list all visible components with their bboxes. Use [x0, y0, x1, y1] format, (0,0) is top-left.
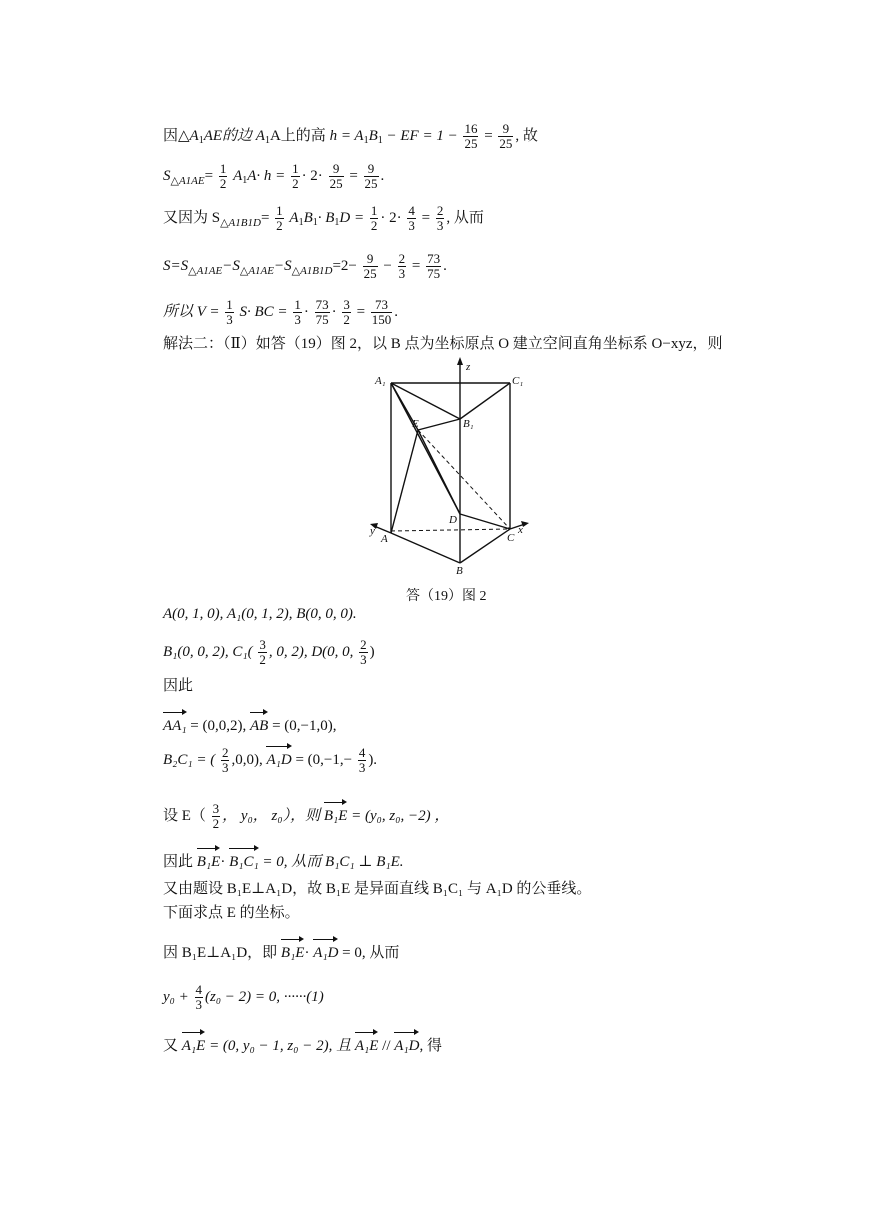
text-line-9: 因此	[163, 678, 194, 694]
label-b: B	[456, 565, 463, 577]
text: 设 E（	[163, 808, 206, 824]
vector-a1d: A₁D	[266, 744, 291, 770]
fraction: $\frac{2}{3}$	[221, 745, 229, 776]
edge-b-c	[460, 529, 510, 563]
text: = (0,−1,0),	[268, 718, 337, 734]
fraction: $\frac{1}{2}$	[370, 203, 378, 233]
edge-e-b1	[418, 419, 460, 430]
label-e: E	[412, 418, 419, 430]
fraction: $\frac{3}{2}$	[343, 297, 350, 327]
text: =	[408, 257, 425, 274]
edge-c1-b1	[460, 383, 510, 419]
edge-d-c	[460, 514, 510, 529]
text-line-14: 又由题设 B₁E⊥A₁D，故 B₁E 是异面直线 B₁C₁ 与 A₁D 的公垂线。	[163, 881, 592, 897]
text: S=S	[163, 257, 189, 274]
text: A	[189, 127, 199, 144]
text: (z₀ − 2) = 0, ······(1)	[205, 988, 324, 1005]
vector-b1c1: B₁C₁	[229, 846, 259, 872]
text: · B	[317, 209, 335, 226]
text: //	[378, 1038, 395, 1054]
vector-a1d: A₁D	[313, 937, 338, 963]
text-line-3: 又因为 $S_{\triangle A1B1D}=$ $\frac{1}{2}$ $A_1B_1\cdot B_1D$ = $\frac{1}{2}$ · 2· $\frac{4}{3}$ = $\frac{2}{3}$ , 从而	[163, 203, 484, 233]
text: 又因为 S	[163, 209, 221, 226]
fraction: $\frac{1}{2}$	[219, 161, 227, 191]
text: 因△	[163, 127, 190, 144]
text: h = A	[329, 127, 364, 144]
fraction: $\frac{2}{3}$	[436, 203, 444, 233]
fraction: $\frac{4}{3}$	[358, 745, 366, 776]
dashed-e-c	[418, 430, 510, 529]
text-line-11	[163, 744, 377, 775]
vector-a1d: A₁D	[394, 1030, 419, 1056]
label-d: D	[449, 514, 457, 526]
fraction: $\frac{3}{2}$	[259, 637, 266, 667]
text-line-17	[163, 983, 324, 1012]
text: =	[484, 127, 497, 144]
fraction: $\frac{9}{25}$	[363, 251, 377, 281]
text: △A1B1D	[291, 264, 333, 277]
text-line-16	[163, 937, 399, 963]
vector-a1e: A₁E	[182, 1030, 206, 1056]
text: B	[368, 127, 378, 144]
text-line-1: 因$\triangle A_1AE$的边 $A_1A$上的高 $h = A_1B_1$ − EF = 1 − $\frac{16}{25}$ = $\frac{9}{25}$ , 故	[163, 121, 538, 151]
text: B	[303, 209, 313, 226]
text: = (0, y₀ − 1, z₀ − 2), 且	[205, 1038, 355, 1054]
text-line-5	[163, 298, 398, 327]
fraction: $\frac{4}{3}$	[195, 982, 202, 1012]
label-b1: B₁	[463, 418, 474, 430]
text: S	[163, 167, 171, 184]
label-y: y	[370, 525, 375, 537]
vector-a1e: A₁E	[355, 1030, 379, 1056]
fraction: $\frac{73}{75}$	[315, 297, 329, 327]
vector-aa1: AA₁	[163, 710, 187, 736]
fraction: $\frac{73}{75}$	[427, 251, 441, 281]
vector-ab: AB	[250, 710, 268, 736]
text: △A1B1D	[220, 216, 261, 229]
text-line-6: 解法二：（Ⅱ）如答（19）图 2，以 B 点为坐标原点 O 建立空间直角坐标系 O−xyz，则	[163, 336, 723, 352]
text: , 从而	[446, 209, 484, 226]
text: A· h =	[247, 167, 290, 184]
text: =	[260, 209, 270, 226]
text-line-4	[163, 252, 447, 281]
text: =2−	[332, 257, 361, 274]
edge-e-a	[391, 430, 418, 533]
fraction: $\frac{1}{3}$	[226, 297, 233, 327]
text: ·	[304, 945, 314, 961]
text: 因 B₁E⊥A₁D，即	[163, 945, 281, 961]
text: A	[233, 167, 243, 184]
text-line-10	[163, 710, 337, 736]
text: , 0, 2), D(0, 0,	[268, 643, 358, 660]
text: )	[369, 643, 375, 660]
dashed-a-c	[391, 529, 510, 531]
text: y₀ +	[163, 988, 193, 1005]
prism-figure	[367, 357, 537, 579]
vector-b1e: B₁E	[281, 937, 305, 963]
text: −S	[274, 257, 292, 274]
text: =	[417, 209, 434, 226]
label-a1: A₁	[375, 375, 386, 387]
label-z: z	[466, 361, 471, 373]
text: A	[289, 209, 299, 226]
label-c: C	[507, 532, 515, 544]
text: .	[380, 167, 385, 184]
text-line-15: 下面求点 E 的坐标。	[163, 905, 300, 921]
vector-b1e: B₁E	[324, 800, 348, 826]
text: A上的高	[269, 127, 326, 144]
text-line-13	[163, 846, 404, 872]
fraction: $\frac{2}{3}$	[398, 251, 406, 281]
text: , 得	[419, 1038, 442, 1054]
text: ·	[331, 303, 341, 320]
fraction: $\frac{1}{2}$	[292, 161, 299, 191]
fraction: $\frac{9}{25}$	[364, 161, 378, 191]
label-x: x	[518, 524, 523, 536]
fraction: $\frac{9}{25}$	[499, 121, 513, 151]
fraction: $\frac{1}{2}$	[276, 203, 283, 233]
fraction: $\frac{3}{2}$	[212, 801, 220, 832]
label-a: A	[381, 533, 388, 545]
text: =	[204, 167, 214, 184]
text: ·	[220, 854, 230, 870]
text: − EF = 1 −	[382, 127, 462, 144]
text: =	[352, 303, 369, 320]
text: 所以 V =	[163, 303, 224, 320]
text: .	[443, 257, 447, 274]
fraction: $\frac{1}{3}$	[294, 297, 301, 327]
vector-b1e: B₁E	[197, 846, 221, 872]
fraction: $\frac{9}{25}$	[329, 161, 343, 191]
text-line-18	[163, 1030, 442, 1056]
text: .	[394, 303, 399, 320]
text: B₂C₁ = (	[163, 752, 216, 768]
text: S· BC =	[235, 303, 292, 320]
text-line-8	[163, 638, 375, 667]
text: = 0, 从而	[338, 945, 400, 961]
text: =	[345, 167, 362, 184]
text: = (0,0,2),	[186, 718, 250, 734]
text: ·	[303, 303, 313, 320]
text-line-12	[163, 800, 449, 831]
text: = (0,−1,−	[291, 752, 356, 768]
text: △A1AE	[170, 174, 205, 187]
text: , 故	[515, 127, 538, 144]
text-line-2: $S_{\triangle A1AE}=$ $\frac{1}{2}$ $A_1A\cdot h$ = $\frac{1}{2}$ · 2· $\frac{9}{25}$ = $\frac{9}{25}$ .	[163, 161, 385, 191]
text: ， y₀， z₀），则	[222, 808, 324, 824]
text: B₁(0, 0, 2), C₁(	[163, 643, 253, 660]
text: △A1AE	[188, 264, 223, 277]
fraction: $\frac{73}{150}$	[371, 297, 392, 327]
text: = 0, 从而 B₁C₁ ⊥ B₁E.	[258, 854, 404, 870]
text: = (y₀, z₀, −2) ，	[347, 808, 450, 824]
z-arrow-icon	[457, 357, 463, 365]
fraction: $\frac{16}{25}$	[464, 121, 478, 151]
text: · 2·	[380, 209, 406, 226]
edge-a-b	[391, 533, 460, 563]
fraction: $\frac{2}{3}$	[360, 637, 367, 667]
label-c1: C₁	[512, 375, 524, 387]
text: D =	[339, 209, 368, 226]
text: −S	[222, 257, 240, 274]
figure-caption: 答（19）图 2	[406, 589, 487, 604]
text-line-7: A(0, 1, 0), A₁(0, 1, 2), B(0, 0, 0).	[163, 606, 357, 622]
text: ).	[368, 752, 378, 768]
text: ,0,0),	[231, 752, 267, 768]
text: −	[379, 257, 396, 274]
text: · 2·	[301, 167, 327, 184]
text: AE的边	[203, 127, 253, 144]
text: △A1AE	[239, 264, 274, 277]
text: 又	[163, 1038, 182, 1054]
text: A	[255, 127, 265, 144]
fraction: $\frac{4}{3}$	[408, 203, 415, 233]
text: 因此	[163, 854, 197, 870]
